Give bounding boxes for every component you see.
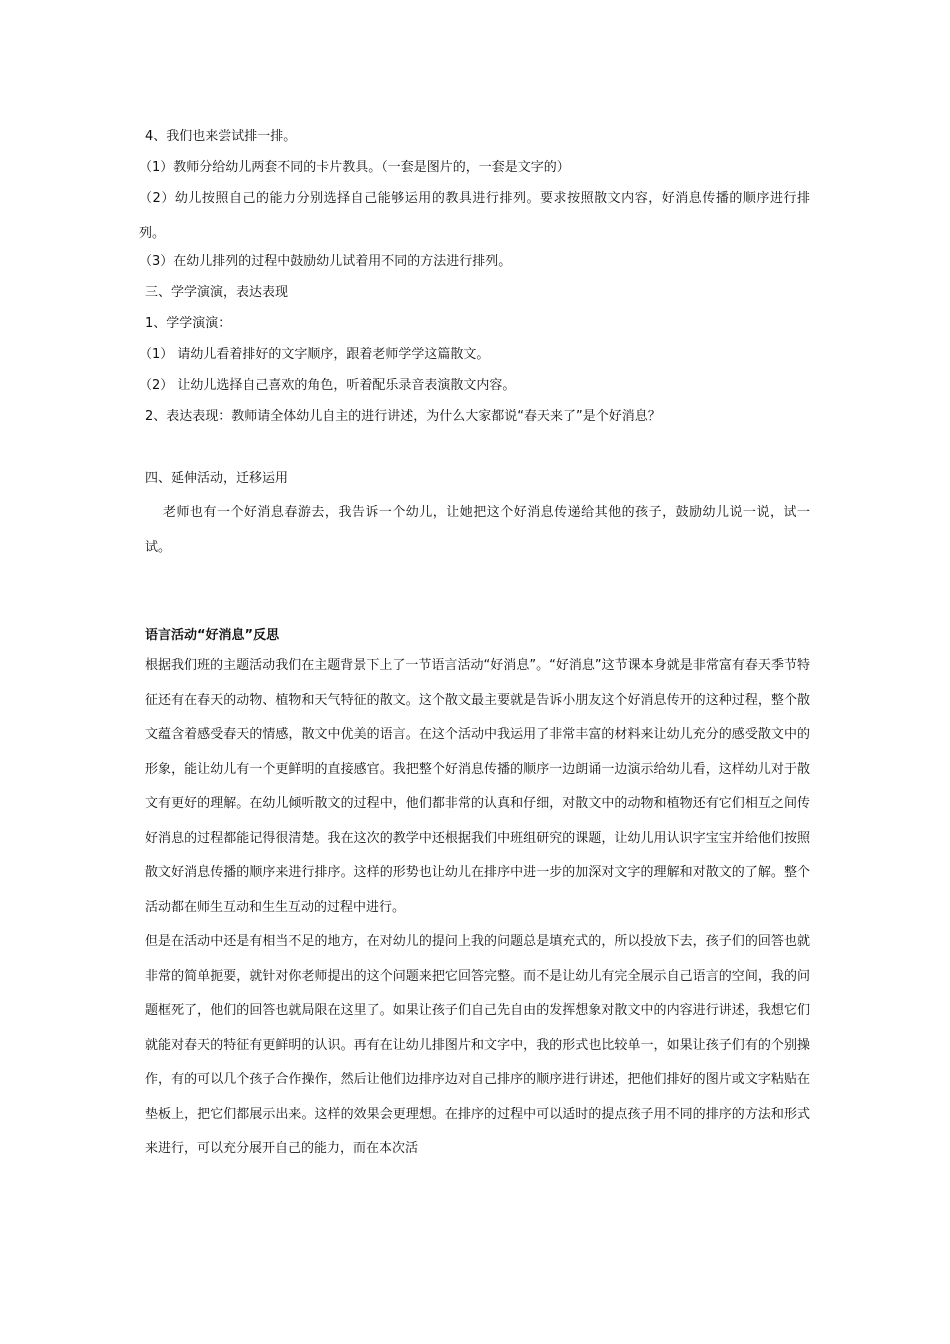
section-4-paragraph: 老师也有一个好消息春游去，我告诉一个幼儿，让她把这个好消息传递给其他的孩子，鼓励幼儿说一说，试一试。 bbox=[145, 505, 810, 555]
section-3-item-2: 2、表达表现：教师请全体幼儿自主的进行讲述，为什么大家都说“春天来了”是个好消息？ bbox=[145, 409, 661, 424]
step-4-3-line: （3）在幼儿排列的过程中鼓励幼儿试着用不同的方法进行排列。 bbox=[139, 254, 512, 269]
reflection-paragraph-2: 但是在活动中还是有相当不足的地方，在对幼儿的提问上我的问题总是填充式的，所以投放下去，孩子们的回答也就非常的简单扼要，就针对你老师提出的这个问题来把它回答完整。而不是让幼儿有完全展示自己语言的空间，我的问题框死了，他们的回答也就局限在这里了。如果让孩子们自己先自由的发挥想象对散文中的内容进行讲述，我想它们就能对春天的特征有更鲜明的认识。再有在让幼儿排图片和文字中，我的形式也比较单一，如果让孩子们有的个别操作，有的可以几个孩子合作操作，然后让他们边排序边对自己排序的顺序进行讲述，把他们排好的图片或文字粘贴在垫板上，把它们都展示出来。这样的效果会更理想。在排序的过程中可以适时的提点孩子用不同的排序的方法和形式来进行，可以充分展开自己的能力，而在本次活 bbox=[145, 934, 810, 1156]
step-4-1-line: （1）教师分给幼儿两套不同的卡片教具。（一套是图片的，一套是文字的） bbox=[139, 160, 570, 175]
section-4-heading: 四、延伸活动，迁移运用 bbox=[145, 471, 289, 486]
document-page bbox=[139, 126, 810, 1167]
section-3-item-1-1: （1） 请幼儿看着排好的文字顺序，跟着老师学学这篇散文。 bbox=[139, 347, 490, 362]
section-3-heading: 三、学学演演，表达表现 bbox=[145, 285, 289, 300]
reflection-title: 语言活动“好消息”反思 bbox=[145, 628, 280, 643]
reflection-paragraph-1: 根据我们班的主题活动我们在主题背景下上了一节语言活动“好消息”。“好消息”这节课本身就是非常富有春天季节特征还有在春天的动物、植物和天气特征的散文。这个散文最主要就是告诉小朋友这个好消息传开的这种过程，整个散文蕴含着感受春天的情感，散文中优美的语言。在这个活动中我运用了非常丰富的材料来让幼儿充分的感受散文中的形象，能让幼儿有一个更鲜明的直接感官。我把整个好消息传播的顺序一边朗诵一边演示给幼儿看，这样幼儿对于散文有更好的理解。在幼儿倾听散文的过程中，他们都非常的认真和仔细，对散文中的动物和植物还有它们相互之间传好消息的过程都能记得很清楚。我在这次的教学中还根据我们中班组研究的课题，让幼儿用认识字宝宝并给他们按照散文好消息传播的顺序来进行排序。这样的形势也让幼儿在排序中进一步的加深对文字的理解和对散文的了解。整个活动都在师生互动和生生互动的过程中进行。 bbox=[145, 658, 810, 915]
step-4-line: 4、我们也来尝试排一排。 bbox=[145, 129, 297, 144]
section-3-item-1: 1、学学演演： bbox=[145, 316, 232, 331]
step-4-2-paragraph: （2）幼儿按照自己的能力分别选择自己能够运用的教具进行排列。要求按照散文内容，好消息传播的顺序进行排列。 bbox=[139, 191, 810, 241]
section-3-item-1-2: （2） 让幼儿选择自己喜欢的角色，听着配乐录音表演散文内容。 bbox=[139, 378, 516, 393]
